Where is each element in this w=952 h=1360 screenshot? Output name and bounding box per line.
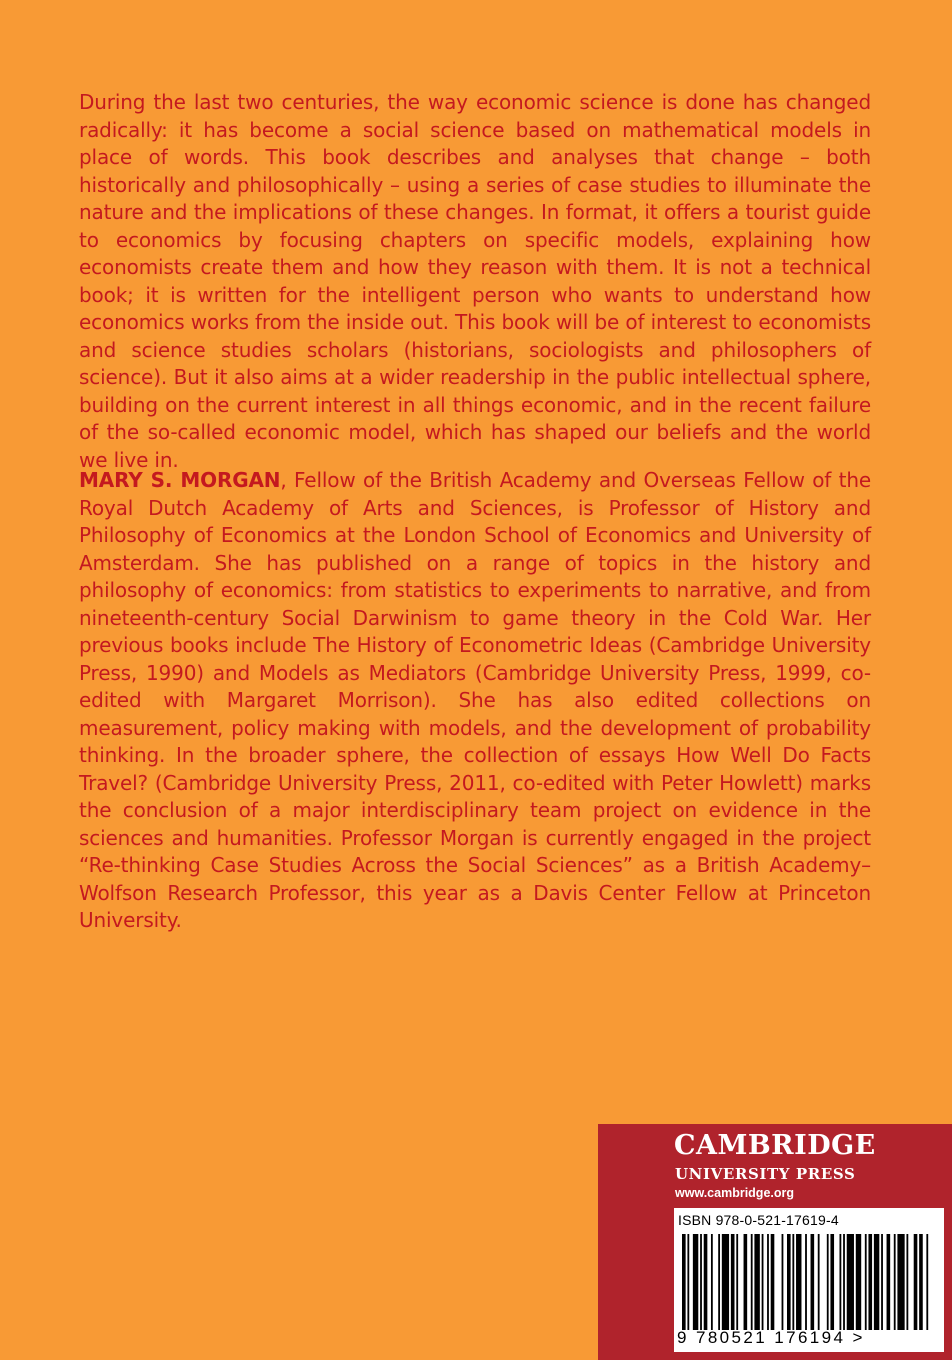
barcode-bar bbox=[881, 1234, 883, 1330]
barcode-bar bbox=[830, 1234, 834, 1330]
barcode-bar bbox=[926, 1234, 928, 1330]
barcode-bar bbox=[847, 1234, 854, 1330]
barcode-bar bbox=[736, 1234, 738, 1330]
barcode-bar bbox=[704, 1234, 708, 1330]
barcode bbox=[674, 1208, 944, 1352]
barcode-bar bbox=[792, 1234, 794, 1330]
barcode-bar bbox=[754, 1234, 759, 1330]
barcode-bar bbox=[827, 1234, 829, 1330]
author-biography bbox=[79, 467, 871, 935]
barcode-bar bbox=[722, 1234, 729, 1330]
barcode-bar bbox=[711, 1234, 713, 1330]
barcode-bar bbox=[843, 1234, 845, 1330]
barcode-bar bbox=[818, 1234, 820, 1330]
barcode-bar bbox=[805, 1234, 807, 1330]
barcode-bar bbox=[906, 1234, 908, 1330]
barcode-bar bbox=[839, 1234, 841, 1330]
barcode-bar bbox=[682, 1234, 686, 1330]
barcode-bar bbox=[894, 1234, 896, 1330]
barcode-bar bbox=[787, 1234, 791, 1330]
barcode-bars bbox=[682, 1234, 930, 1330]
barcode-bar bbox=[771, 1234, 775, 1330]
author-bio-text: , Fellow of the British Academy and Overseas Fellow of the Royal Dutch Academy of Arts and Sciences, is Professor of History and Philosophy of Economics at the London School of Economics and University of Amsterdam. She has published on a range of topics in the history and philosophy of economics: from statistics to experiments to narrative, and from nineteenth-century Social Darwinism to game theory in the Cold War. Her previous books include The History of Econometric Ideas (Cambridge University Press, 1990) and Models as Mediators (Cambridge University Press, 1999, co-edited with Margaret Morrison). She has also edited collections on measurement, policy making with models, and the development of probability thinking. In the broader sphere, the collection of essays How Well Do Facts Travel? (Cambridge University Press, 2011, co-edited with Peter Howlett) marks the conclusion of a major interdisciplinary team project on evidence in the sciences and humanities. Professor Morgan is currently engaged in the project “Re-thinking Case Studies Across the Social Sciences” as a British Academy–Wolfson Research Professor, this year as a Davis Center Fellow at Princeton University. bbox=[79, 468, 872, 932]
barcode-bar bbox=[856, 1234, 861, 1330]
back-cover-blurb bbox=[79, 89, 871, 474]
barcode-bar bbox=[751, 1234, 753, 1330]
barcode-bar bbox=[897, 1234, 904, 1330]
publisher-name: CAMBRIDGE bbox=[674, 1130, 876, 1161]
barcode-bar bbox=[767, 1234, 769, 1330]
barcode-bar bbox=[687, 1234, 689, 1330]
barcode-bar bbox=[914, 1234, 918, 1330]
barcode-bar bbox=[744, 1234, 748, 1330]
barcode-bar bbox=[718, 1234, 720, 1330]
barcode-bar bbox=[693, 1234, 698, 1330]
publisher-panel bbox=[598, 1124, 952, 1360]
barcode-bar bbox=[731, 1234, 735, 1330]
publisher-subtitle: UNIVERSITY PRESS bbox=[675, 1165, 856, 1183]
blurb-text: During the last two centuries, the way economic science is done has changed radically: it has become a social science based on mathematical models in place of words. This book describes and analyses that change – both historically and philosophically – using a series of case studies to illuminate the nature and the implications of these changes. In format, it offers a tourist guide to economics by focusing chapters on specific models, explaining how economists create them and how they reason with them. It is not a technical book; it is written for the intelligent person who wants to understand how economics works from the inside out. This book will be of interest to economists and science studies scholars (historians, sociologists and philosophers of science). But it also aims at a wider readership in the public intellectual sphere, building on the current interest in all things economic, and in the recent failure of the so-called economic model, which has shaped our beliefs and the world we live in. bbox=[79, 90, 871, 472]
author-name: MARY S. MORGAN bbox=[79, 468, 281, 492]
barcode-bar bbox=[865, 1234, 867, 1330]
barcode-bar bbox=[874, 1234, 879, 1330]
barcode-bar bbox=[919, 1234, 923, 1330]
isbn-label: ISBN 978-0-521-17619-4 bbox=[678, 1212, 839, 1228]
barcode-bar bbox=[700, 1234, 702, 1330]
barcode-bar bbox=[762, 1234, 764, 1330]
barcode-bar bbox=[887, 1234, 891, 1330]
barcode-bar bbox=[811, 1234, 815, 1330]
publisher-url: www.cambridge.org bbox=[675, 1186, 795, 1200]
barcode-bar bbox=[782, 1234, 784, 1330]
barcode-digits: 9 780521 176194 > bbox=[677, 1328, 865, 1347]
barcode-bar bbox=[868, 1234, 872, 1330]
barcode-bar bbox=[796, 1234, 801, 1330]
